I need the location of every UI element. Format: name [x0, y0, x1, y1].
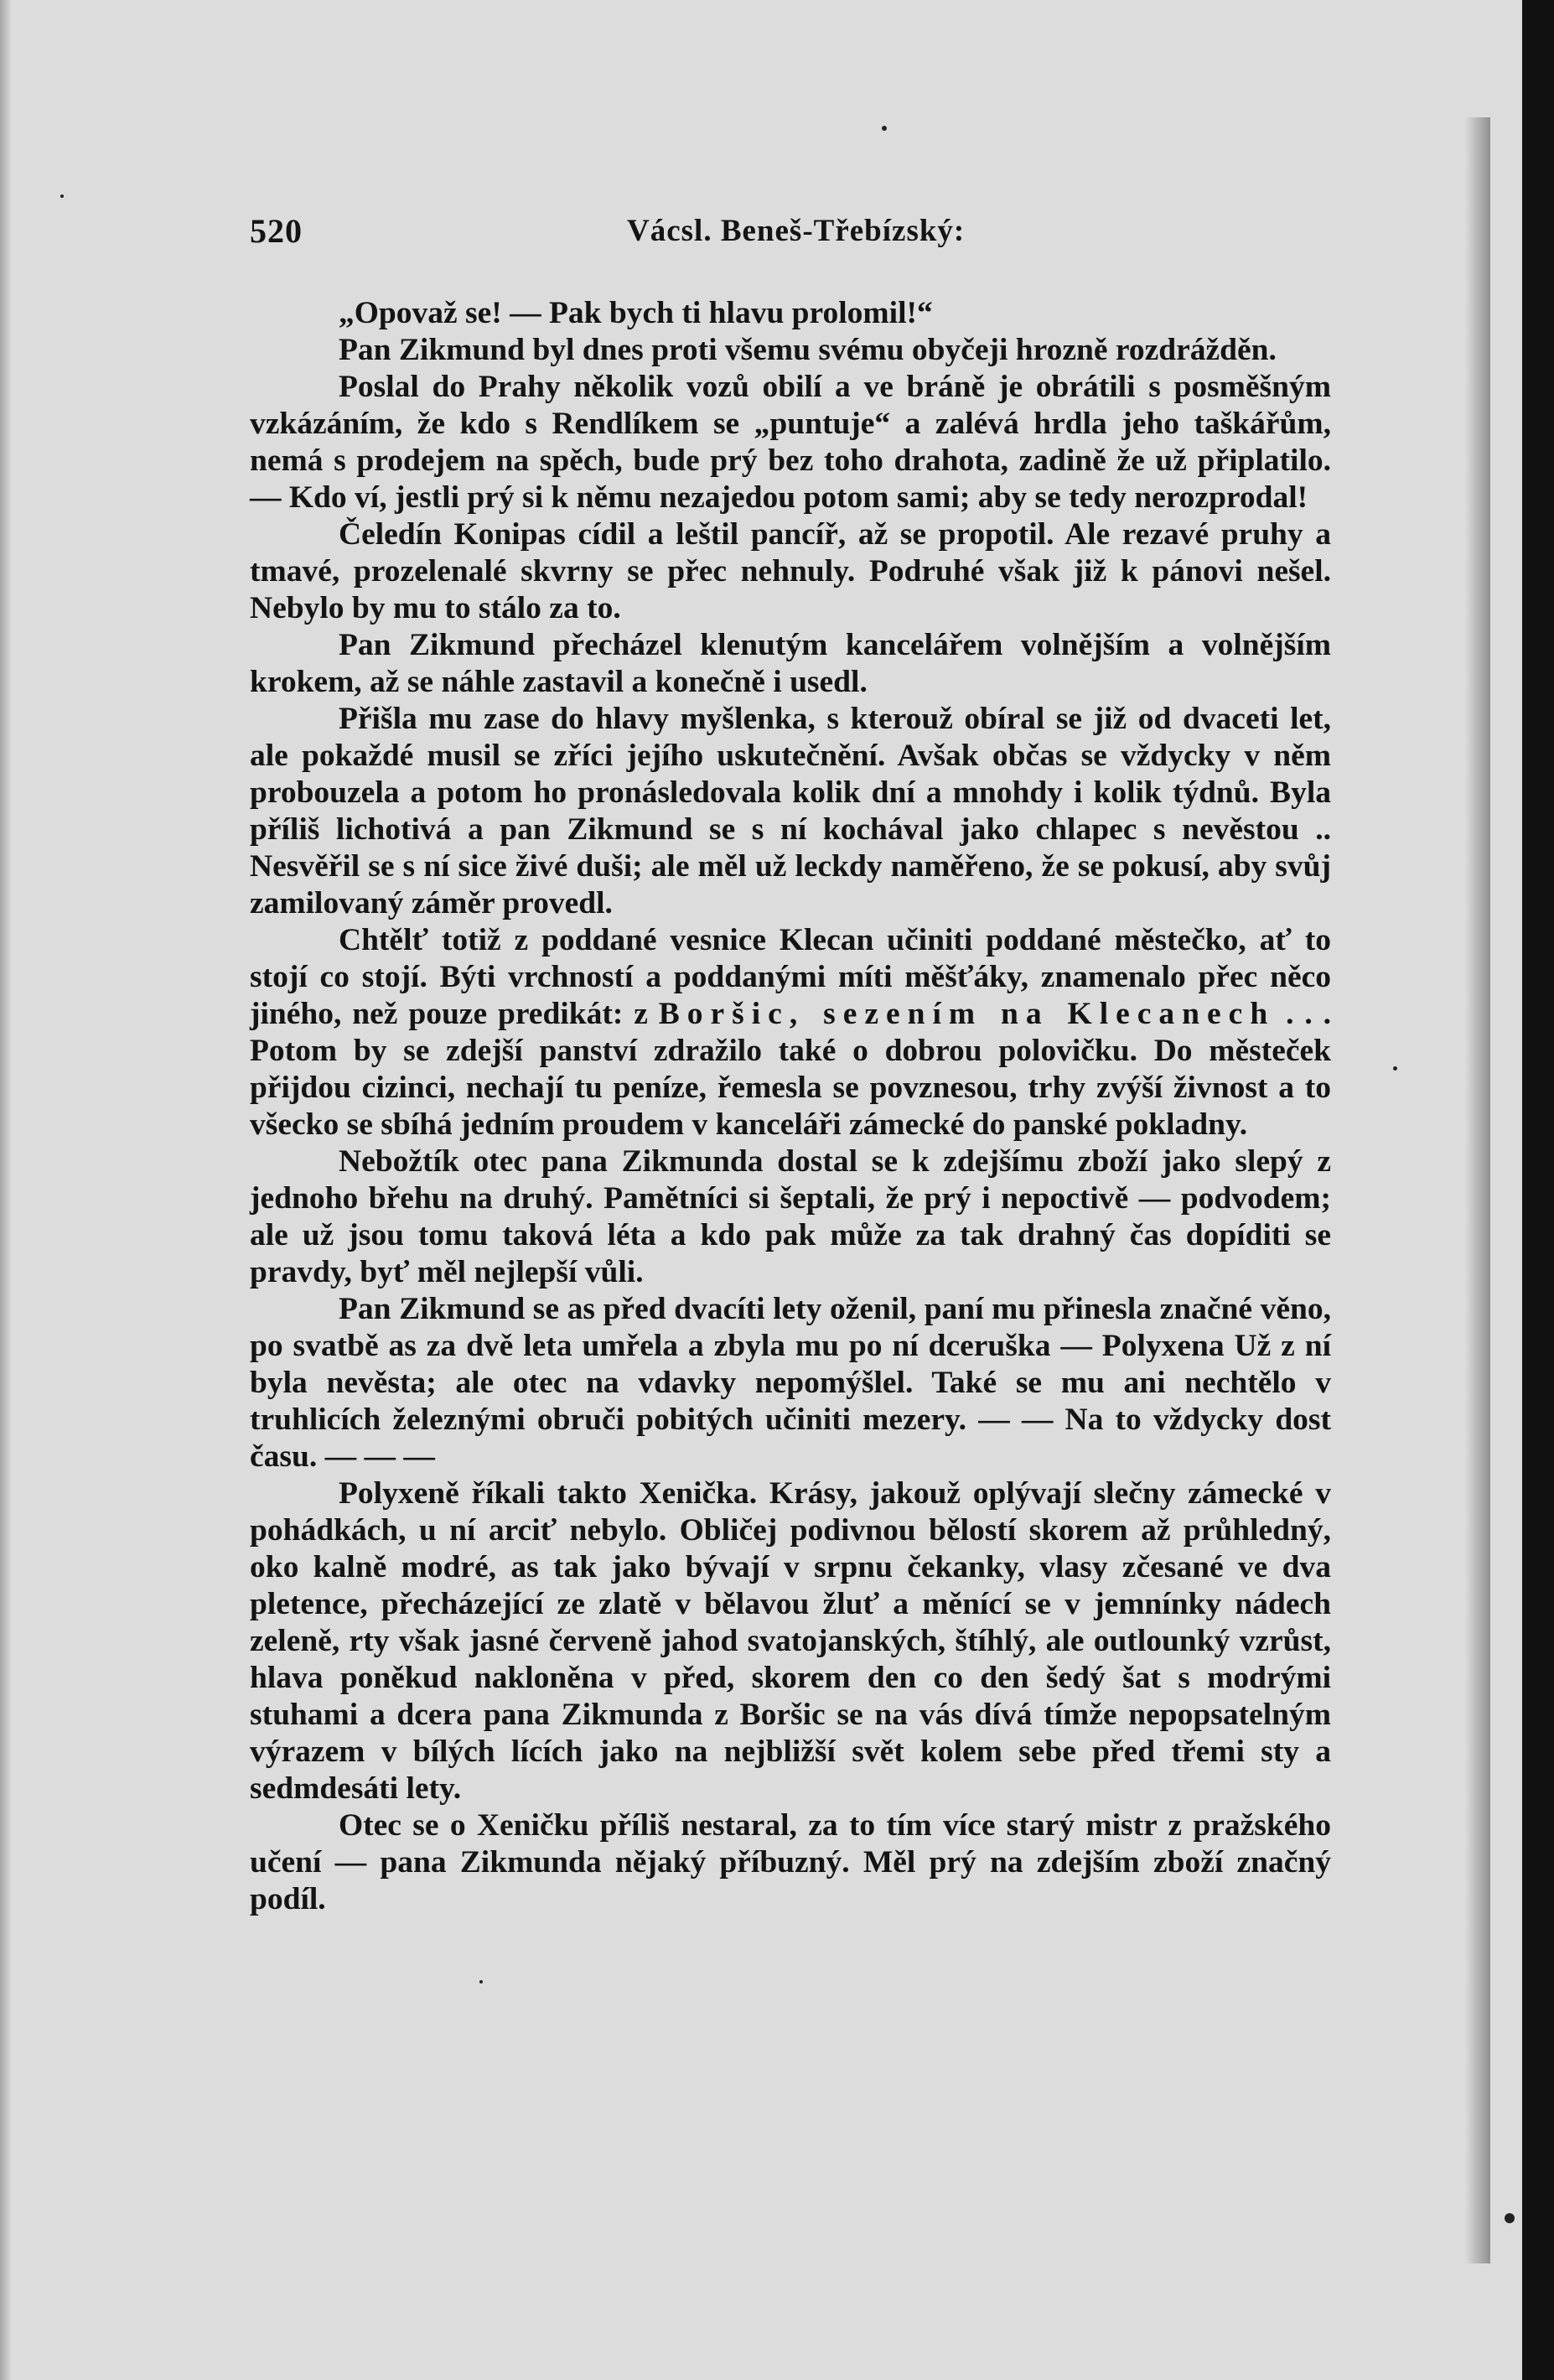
print-speck: [1505, 2213, 1515, 2223]
print-speck: [1393, 1066, 1397, 1071]
binding-shadow: [1465, 117, 1490, 2263]
paragraph-text: Chtělť totiž z poddané vesnice Klecan učiniti poddané městečko, ať to stojí co stojí. Býti vrchností a poddanými míti měšťáky, znamenalo přec něco jiného, než pouze predikát: z: [250, 923, 1331, 1031]
paragraph: Poslal do Prahy několik vozů obilí a ve bráně je obrátili s posměšným vzkázáním, že kdo s Rendlíkem se „puntuje“ a zalévá hrdla jeho taškářům, nemá s prodejem na spěch, bude prý bez toho drahota, zadině že už připlatilo. — Kdo ví, jestli prý si k němu nezajedou potom sami; aby se tedy nerozprodal!: [250, 370, 1331, 515]
print-speck: [479, 1980, 483, 1983]
paragraph: „Opovaž se! — Pak bych ti hlavu prolomil!“: [339, 296, 933, 330]
paragraph-text: . . . Potom by se zdejší panství zdražilo také o dobrou polovičku. Do městeček přijdou cizinci, nechají tu peníze, řemesla se povznesou, trhy zvýší živnost a to všecko se sbíhá jedním proudem v kanceláři zámecké do panské pokladny.: [250, 997, 1332, 1142]
body-text: [250, 295, 1331, 1918]
print-speck: [60, 194, 64, 198]
page-edge-shadow: [0, 0, 12, 2380]
paragraph: Otec se o Xeničku příliš nestaral, za to tím více starý mistr z pražského učení — pana Zikmunda nějaký příbuzný. Měl prý na zdejším zboží značný podíl.: [250, 1808, 1331, 1916]
paragraph: Pan Zikmund byl dnes proti všemu svému obyčeji hrozně rozdrážděn.: [339, 333, 1277, 367]
paragraph: Nebožtík otec pana Zikmunda dostal se k zdejšímu zboží jako slepý z jednoho břehu na druhý. Pamětníci si šeptali, že prý i nepoctivě — podvodem; ale už jsou tomu taková léta a kdo pak může za tak drahný čas dopíditi se pravdy, byť měl nejlepší vůli.: [250, 1144, 1331, 1289]
paragraph: Čeledín Konipas cídil a leštil pancíř, až se propotil. Ale rezavé pruhy a tmavé, prozelenalé skvrny se přec nehnuly. Podruhé však již k pánovi nešel. Nebylo by mu to stálo za to.: [250, 517, 1331, 625]
paragraph: [250, 922, 1331, 1143]
page-number: 520: [250, 212, 303, 250]
paragraph: Polyxeně říkali takto Xenička. Krásy, jakouž oplývají slečny zámecké v pohádkách, u ní arciť nebylo. Obličej podivnou bělostí skorem až průhledný, oko kalně modré, as tak jako bývají v srpnu čekanky, vlasy zčesané ve dva pletence, přecházející ze zlatě v bělavou žluť a měnící se v jemnínky nádech zeleně, rty však jasné červeně jahod svatojanských, štíhlý, ale outlounký vzrůst, hlava poněkud nakloněna v před, skorem den co den šedý šat s modrými stuhami a dcera pana Zikmunda z Boršic se na vás dívá tímže nepopsatelným výrazem v bílých lících jako na nejbližší svět kolem sebe před třemi sty a sedmdesáti lety.: [250, 1476, 1331, 1806]
print-speck: [882, 126, 887, 131]
paragraph: Pan Zikmund přecházel klenutým kancelářem volnějším a volnějším krokem, až se náhle zastavil a konečně i usedl.: [250, 628, 1331, 699]
book-binding-edge: [1522, 0, 1554, 2380]
paragraph: Přišla mu zase do hlavy myšlenka, s kterouž obíral se již od dvaceti let, ale pokaždé musil se zříci jejího uskutečnění. Avšak občas se vždycky v něm probouzela a potom ho pronásledovala kolik dní a mnohdy i kolik týdnů. Byla příliš lichotivá a pan Zikmund se s ní kochával jako chlapec s nevěstou .. Nesvěřil se s ní sice živé duši; ale měl už leckdy naměřeno, že se pokusí, aby svůj zamilovaný záměr provedl.: [250, 702, 1331, 920]
running-head: Vácsl. Beneš-Třebízský:: [627, 214, 966, 248]
spaced-title: Boršic, sezením na Klecanech: [658, 997, 1276, 1031]
page-header: [250, 211, 1331, 262]
paragraph: Pan Zikmund se as před dvacíti lety oženil, paní mu přinesla značné věno, po svatbě as za dvě leta umřela a zbyla mu po ní dceruška — Polyxena Už z ní byla nevěsta; ale otec na vdavky nepomýšlel. Také se mu ani nechtělo v truhlicích železnými obruči pobitých učiniti mezery. — — Na to vždycky dost času. — — —: [250, 1292, 1331, 1474]
